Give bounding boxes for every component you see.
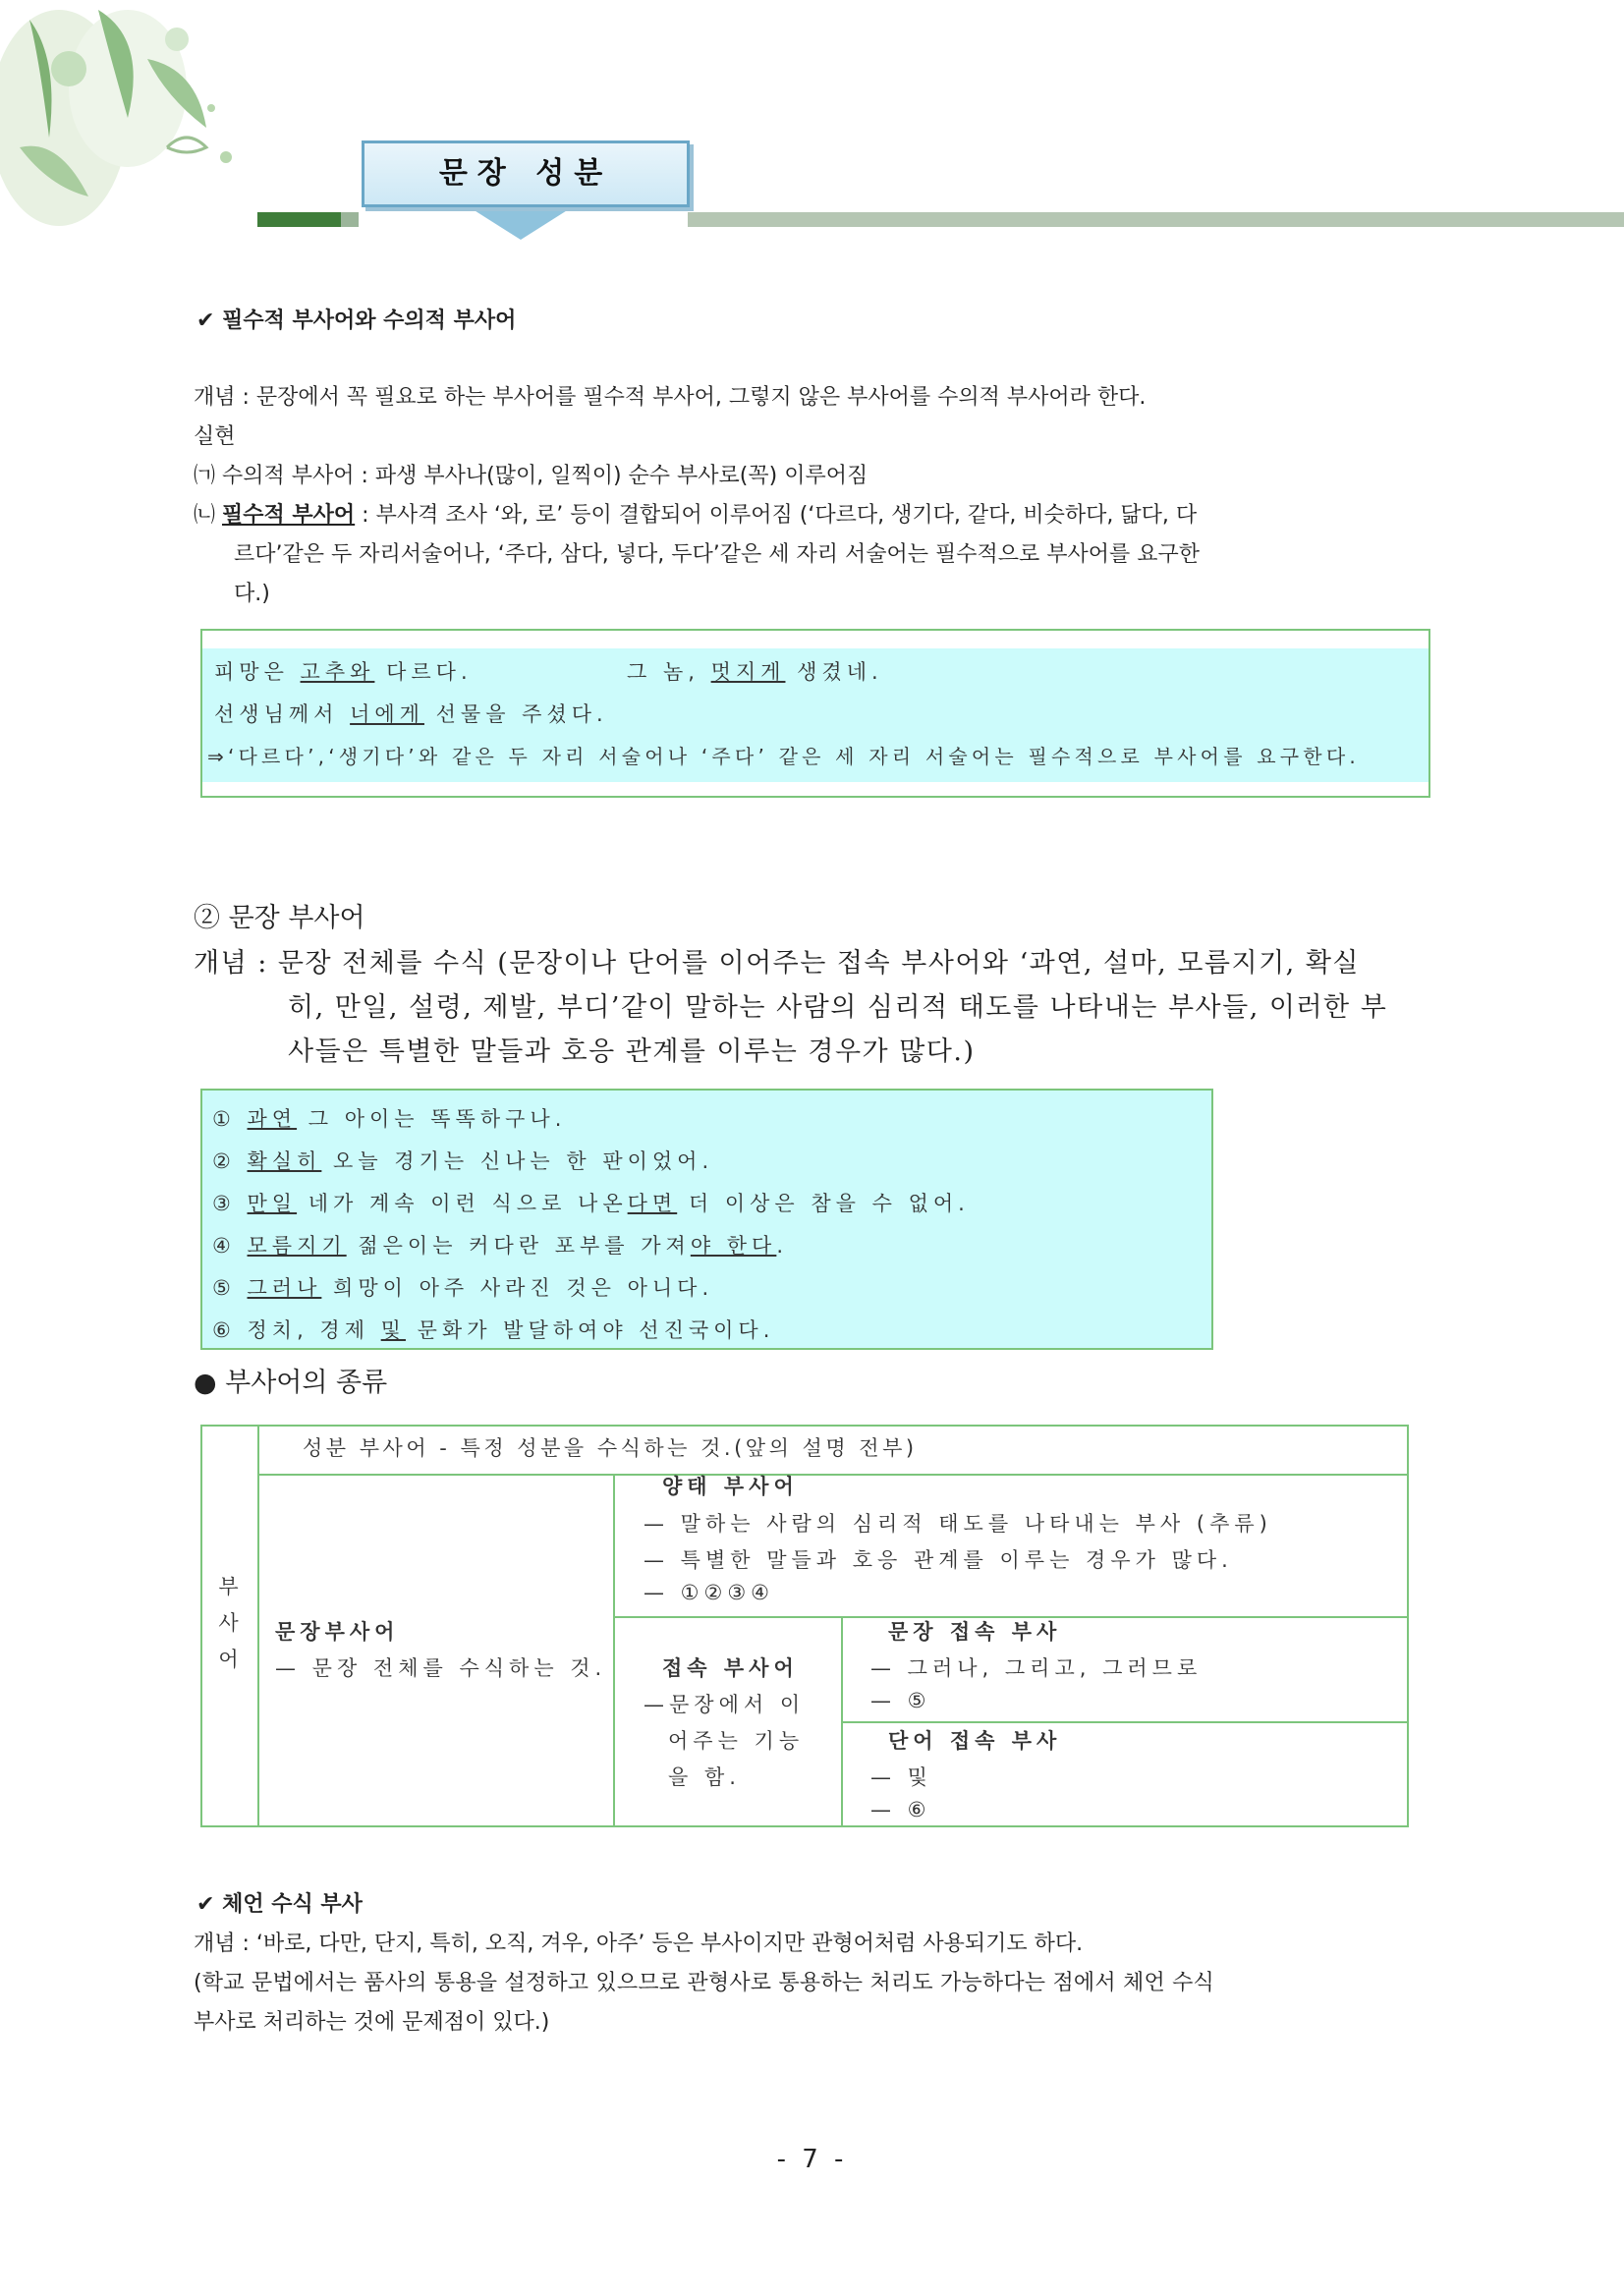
section3-line2: (학교 문법에서는 품사의 통용을 설정하고 있으므로 관형사로 통용하는 처리도 가능하다는 점에서 체언 수식: [194, 1971, 1214, 1995]
example2-row-3: ③ 만일 네가 계속 이런 식으로 나온다면 더 이상은 참을 수 없어.: [212, 1192, 970, 1215]
types-wconj-title: 단어 접속 부사: [888, 1729, 1062, 1753]
example2-row-4: ④ 모름지기 젊은이는 커다란 포부를 가져야 한다.: [212, 1234, 789, 1258]
section1-item-b-line3: 다.): [234, 582, 270, 606]
types-side-label: 부 사 어: [218, 1575, 244, 1671]
types-sconj-title: 문장 접속 부사: [888, 1620, 1062, 1644]
types-sconj-2: — ⑤: [870, 1689, 931, 1712]
types-conj-title: 접속 부사어: [662, 1656, 799, 1680]
section2-concept-l3: 사들은 특별한 말들과 호응 관계를 이루는 경우가 많다.): [288, 1036, 976, 1067]
section2-heading: ② 문장 부사어: [194, 903, 365, 933]
example1-line1a: 피망은 고추와 다르다.: [214, 660, 473, 684]
types-sentence-desc: — 문장 전체를 수식하는 것.: [275, 1656, 607, 1680]
floral-decoration-icon: [0, 0, 265, 236]
example2-row-2: ② 확실히 오늘 경기는 신나는 한 판이었어.: [212, 1149, 714, 1173]
types-manner-1: — 말하는 사람의 심리적 태도를 나타내는 부사 (추류): [644, 1512, 1272, 1536]
title-arrow-icon: [462, 202, 580, 240]
section1-heading: ✔ 필수적 부사어와 수의적 부사어: [196, 308, 517, 333]
header-bar-dark: [257, 212, 341, 227]
types-sentence-title: 문장부사어: [275, 1620, 400, 1644]
page-title: 문장 성분: [362, 140, 690, 207]
example2-list: [212, 1098, 970, 1352]
example2-row-6: ⑥ 정치, 경제 및 문화가 발달하여야 선진국이다.: [212, 1318, 775, 1342]
types-wconj-2: — ⑥: [870, 1798, 931, 1821]
types-conj-desc-2: 어주는 기능: [668, 1729, 805, 1753]
section3-line1: 개념 : ‘바로, 다만, 단지, 특히, 오직, 겨우, 아주’ 등은 부사이지만 관형어처럼 사용되기도 하다.: [194, 1932, 1084, 1956]
types-sconj-1: — 그러나, 그리고, 그러므로: [870, 1656, 1203, 1680]
types-manner-2: — 특별한 말들과 호응 관계를 이루는 경우가 많다.: [644, 1548, 1233, 1572]
section3-heading: ✔ 체언 수식 부사: [196, 1892, 363, 1917]
example1-line3: ⇒‘다르다’,‘생기다’와 같은 두 자리 서술어나 ‘주다’ 같은 세 자리 서술어는 필수적으로 부사어를 요구한다.: [207, 745, 1360, 768]
types-component: 성분 부사어 - 특정 성분을 수식하는 것.(앞의 설명 전부): [303, 1436, 918, 1460]
section1-item-a: ㈀ 수의적 부사어 : 파생 부사나(많이, 일찍이) 순수 부사로(꼭) 이루어짐: [194, 464, 868, 488]
header-rule: [688, 212, 1624, 227]
section1-item-b: ㈁ 필수적 부사어 : 부사격 조사 ‘와, 로’ 등이 결합되어 이루어짐 (‘다르다, 생기다, 같다, 비슷하다, 닮다, 다: [194, 503, 1198, 528]
types-manner-3: — ①②③④: [644, 1581, 774, 1604]
types-conj-desc-1: —문장에서 이: [644, 1693, 806, 1716]
header-bar-light: [341, 212, 359, 227]
section1-item-b-line2: 르다’같은 두 자리서술어나, ‘주다, 삼다, 넣다, 두다’같은 세 자리 서술어는 필수적으로 부사어를 요구한: [234, 542, 1200, 567]
section1-concept: 개념 : 문장에서 꼭 필요로 하는 부사어를 필수적 부사어, 그렇지 않은 부사어를 수의적 부사어라 한다.: [194, 385, 1147, 410]
types-conj-desc-3: 을 함.: [668, 1765, 741, 1789]
example2-row-5: ⑤ 그러나 희망이 아주 사라진 것은 아니다.: [212, 1276, 714, 1300]
example2-row-1: ① 과연 그 아이는 똑똑하구나.: [212, 1107, 567, 1131]
section2-concept-l2: 히, 만일, 설령, 제발, 부디’같이 말하는 사람의 심리적 태도를 나타내는 부사들, 이러한 부: [288, 992, 1388, 1023]
types-manner-title: 양태 부사어: [662, 1475, 799, 1498]
section1-realization: 실현: [194, 424, 236, 449]
types-wconj-1: — 및: [870, 1765, 932, 1789]
section2-concept-l1: 개념 : 문장 전체를 수식 (문장이나 단어를 이어주는 접속 부사어와 ‘과연, 설마, 모름지기, 확실: [194, 948, 1360, 979]
section3-line3: 부사로 처리하는 것에 문제점이 있다.): [194, 2010, 550, 2035]
page-number: - 7 -: [776, 2145, 848, 2174]
types-heading: ● 부사어의 종류: [194, 1368, 388, 1398]
example1-line2: 선생님께서 너에게 선물을 주셨다.: [214, 702, 608, 726]
example1-line1b: 그 놈, 멋지게 생겼네.: [627, 660, 883, 684]
